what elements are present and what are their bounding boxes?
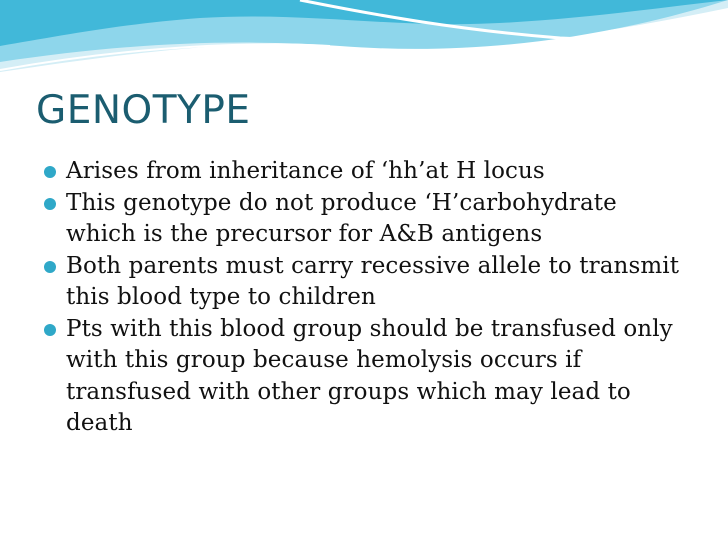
bullet-dot-icon xyxy=(44,261,56,273)
bullet-text: Both parents must carry recessive allele to transmit this blood type to children xyxy=(66,252,680,310)
bullet-dot-icon xyxy=(44,198,56,210)
bullet-dot-icon xyxy=(44,324,56,336)
bullet-text: Pts with this blood group should be transfused only with this group because hemolysis occurs if transfused with other groups which may lead to death xyxy=(66,315,673,436)
slide-title: GENOTYPE xyxy=(36,88,251,133)
bullet-item xyxy=(44,156,694,188)
bullet-item xyxy=(44,188,694,251)
bullet-item xyxy=(44,314,694,440)
bullet-text: This genotype do not produce ‘H’carbohydrate which is the precursor for A&B antigens xyxy=(66,189,617,247)
bullet-list xyxy=(44,156,694,440)
header-wave-decoration xyxy=(0,0,728,90)
bullet-item xyxy=(44,251,694,314)
bullet-dot-icon xyxy=(44,166,56,178)
bullet-text: Arises from inheritance of ‘hh’at H locus xyxy=(66,158,545,184)
